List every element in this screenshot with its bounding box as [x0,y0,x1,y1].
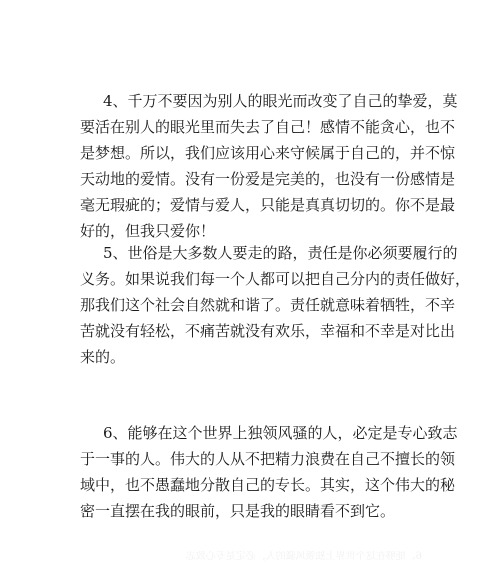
paragraph-6 [80,420,458,524]
paragraph-line: 那我们这个社会自然就和谐了。责任就意味着牺牲，不辛 [80,296,456,314]
paragraph-line: 密一直摆在我的眼前，只是我的眼睛看不到它。 [80,502,396,520]
paragraph-line: 苦就没有轻松，不痛苦就没有欢乐，幸福和不幸是对比出 [80,322,456,340]
paragraph-line: 义务。如果说我们每一个人都可以把自己分内的责任做好， [80,270,471,288]
paragraph-line: 毫无瑕疵的；爱情与爱人，只能是真真切切的。你不是最 [80,196,456,214]
paragraph-line: 天动地的爱情。没有一份爱是完美的，也没有一份感情是 [80,170,456,188]
paragraph-line: 好的，但我只爱你！ [80,222,216,240]
bleed-through-text [92,551,422,563]
paragraph-5 [80,240,471,370]
paragraph-line: 是梦想。所以，我们应该用心来守候属于自己的，并不惊 [80,144,456,162]
paragraph-line: 来的。 [80,348,126,366]
paragraph-line: 于一事的人。伟大的人从不把精力浪费在自己不擅长的领 [80,450,456,468]
paragraph-line: 5、世俗是大多数人要走的路，责任是你必须要履行的 [103,244,458,262]
paragraph-line: 域中，也不愚蠢地分散自己的专长。其实，这个伟大的秘 [80,476,456,494]
paragraph-4 [80,88,458,244]
paragraph-line: 6、能够在这个世界上独领风骚的人，必定是专心致志 [103,424,458,442]
bleed-through-line: 6、能够在这个世界上独领风骚的人，必定是专心致志 [185,551,422,562]
paragraph-line: 4、千万不要因为别人的眼光而改变了自己的挚爱，莫 [103,92,458,110]
paragraph-line: 要活在别人的眼光里而失去了自己！感情不能贪心，也不 [80,118,456,136]
